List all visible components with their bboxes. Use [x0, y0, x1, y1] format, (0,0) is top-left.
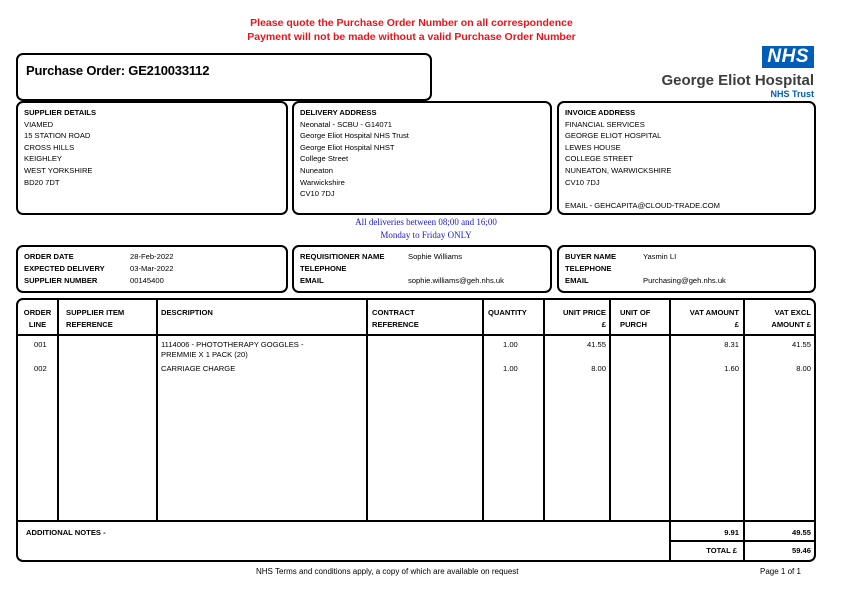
header-divider: [18, 334, 814, 336]
invoice-line: GEORGE ELIOT HOSPITAL: [565, 131, 662, 141]
header-quantity: QUANTITY: [488, 308, 527, 317]
row-1-vat-amount: 8.31: [724, 340, 739, 349]
totals-divider: [669, 540, 814, 542]
order-info-box: [16, 245, 288, 293]
order-date-value: 28-Feb-2022: [130, 252, 174, 261]
row-2-vat-amount: 1.60: [724, 364, 739, 373]
buyer-name-label: BUYER NAME: [565, 252, 617, 261]
trust-name: NHS Trust: [770, 89, 814, 99]
invoice-line: LEWES HOUSE: [565, 142, 621, 152]
vat-total: 9.91: [724, 528, 739, 537]
supplier-line: WEST YORKSHIRE: [24, 165, 93, 175]
requisitioner-name-value: Sophie Williams: [408, 252, 463, 261]
buyer-telephone-label: TELEPHONE: [565, 264, 612, 273]
delivery-note-line-1: All deliveries between 08;00 and 16;00: [355, 217, 497, 227]
purchase-order-box: [16, 53, 432, 101]
grand-total: 59.46: [791, 546, 811, 555]
header-vat-amount: VAT AMOUNT £: [689, 308, 739, 329]
notice-line-2: Payment will not be made without a valid Purchase Order Number: [247, 31, 576, 43]
header-contract-ref: CONTRACT REFERENCE: [372, 308, 419, 329]
requisitioner-email-value: sophie.williams@geh.nhs.uk: [408, 276, 504, 285]
supplier-line: CROSS HILLS: [24, 142, 75, 152]
purchase-order-title: Purchase Order: GE210033112: [26, 63, 210, 78]
supplier-line: VIAMED: [24, 119, 54, 129]
expected-delivery-value: 03-Mar-2022: [130, 264, 174, 273]
delivery-line: George Eliot Hospital NHS Trust: [300, 131, 409, 141]
supplier-line: KEIGHLEY: [24, 154, 62, 164]
column-divider: [482, 300, 484, 520]
header-order-line: ORDER LINE: [23, 308, 52, 329]
header-vat-excl: VAT EXCL AMOUNT £: [771, 308, 811, 329]
total-label: TOTAL £: [706, 546, 737, 555]
row-1-quantity: 1.00: [503, 340, 518, 349]
supplier-line: 15 STATION ROAD: [24, 131, 91, 141]
invoice-line: NUNEATON, WARWICKSHIRE: [565, 165, 672, 175]
delivery-line: Warwickshire: [300, 177, 345, 187]
header-unit-of-purch: UNIT OF PURCH: [620, 308, 651, 329]
supplier-number-label: SUPPLIER NUMBER: [24, 276, 98, 285]
supplier-details-box: [16, 101, 288, 215]
delivery-line: College Street: [300, 154, 349, 164]
requisitioner-email-label: EMAIL: [300, 276, 324, 285]
page-number: Page 1 of 1: [760, 567, 801, 576]
nhs-badge-icon: NHS: [762, 46, 814, 68]
buyer-email-label: EMAIL: [565, 276, 589, 285]
excl-total: 49.55: [791, 528, 811, 537]
additional-notes-label: ADDITIONAL NOTES -: [26, 528, 106, 537]
delivery-hours-note: [290, 216, 562, 242]
po-notice: [0, 16, 823, 44]
order-date-label: ORDER DATE: [24, 252, 74, 261]
column-divider: [366, 300, 368, 520]
terms-footer: NHS Terms and conditions apply, a copy of which are available on request: [256, 567, 519, 576]
delivery-address-box: [292, 101, 552, 215]
row-2-line: 002: [34, 364, 47, 373]
delivery-line: CV10 7DJ: [300, 189, 335, 199]
buyer-email-value: Purchasing@geh.nhs.uk: [643, 276, 726, 285]
row-1-line: 001: [34, 340, 47, 349]
requisitioner-box: [292, 245, 552, 293]
requisitioner-telephone-label: TELEPHONE: [300, 264, 347, 273]
column-divider: [156, 300, 158, 520]
row-2-description: CARRIAGE CHARGE: [161, 364, 236, 373]
delivery-line: George Eliot Hospital NHST: [300, 142, 395, 152]
header-unit-price: UNIT PRICE £: [562, 308, 606, 329]
supplier-heading: SUPPLIER DETAILS: [24, 108, 97, 117]
supplier-line: BD20 7DT: [24, 177, 60, 187]
expected-delivery-label: EXPECTED DELIVERY: [24, 264, 105, 273]
hospital-name: George Eliot Hospital: [661, 72, 814, 89]
requisitioner-name-label: REQUISITIONER NAME: [300, 252, 385, 261]
header-supplier-ref: SUPPLIER ITEM REFERENCE: [66, 308, 125, 329]
delivery-note-line-2: Monday to Friday ONLY: [380, 230, 472, 240]
order-lines-table: [16, 298, 816, 562]
delivery-heading: DELIVERY ADDRESS: [300, 108, 377, 117]
row-1-unit-price: 41.55: [586, 340, 606, 349]
supplier-number-value: 00145400: [130, 276, 164, 285]
buyer-name-value: Yasmin LI: [643, 252, 677, 261]
body-divider: [18, 520, 814, 522]
invoice-line: COLLEGE STREET: [565, 154, 633, 164]
row-2-vat-excl: 8.00: [796, 364, 811, 373]
column-divider: [609, 300, 611, 520]
delivery-line: Neonatal - SCBU - G14071: [300, 119, 393, 129]
column-divider: [543, 300, 545, 520]
row-2-unit-price: 8.00: [591, 364, 606, 373]
invoice-address-box: [557, 101, 816, 215]
invoice-line: CV10 7DJ: [565, 177, 600, 187]
column-divider: [57, 300, 59, 520]
buyer-box: [557, 245, 816, 293]
row-2-quantity: 1.00: [503, 364, 518, 373]
invoice-line: FINANCIAL SERVICES: [565, 119, 645, 129]
invoice-heading: INVOICE ADDRESS: [565, 108, 636, 117]
header-description: DESCRIPTION: [161, 308, 213, 317]
nhs-logo: [646, 46, 816, 102]
invoice-email: EMAIL - GEHCAPITA@CLOUD-TRADE.COM: [565, 200, 720, 210]
delivery-line: Nuneaton: [300, 165, 333, 175]
row-1-vat-excl: 41.55: [791, 340, 811, 349]
notice-line-1: Please quote the Purchase Order Number on all correspondence: [250, 17, 573, 29]
row-1-description: 1114006 - PHOTOTHERAPY GOGGLES - PREMMIE X 1 PACK (20): [161, 340, 304, 359]
